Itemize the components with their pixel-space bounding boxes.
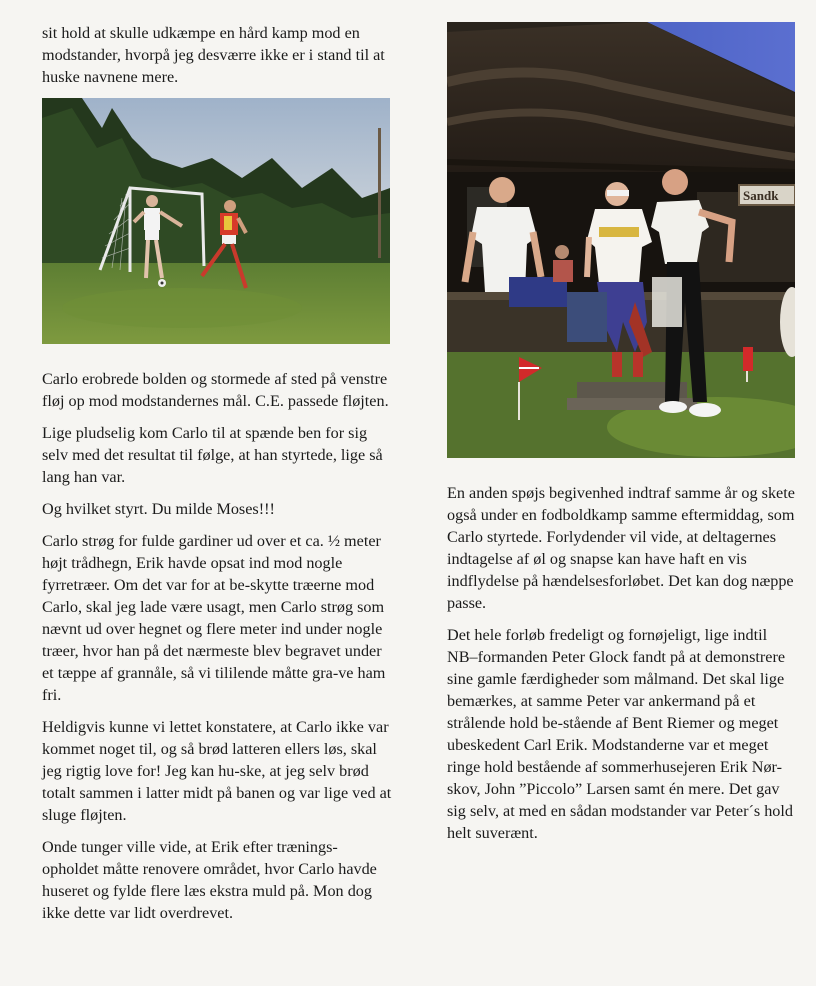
left-column: [42, 22, 392, 934]
paragraph: sit hold at skulle udkæmpe en hård kamp mod en modstander, hvorpå jeg desværre ikke er i stand til at huske navnene mere.: [42, 24, 385, 86]
paragraph: Og hvilket styrt. Du milde Moses!!!: [42, 500, 275, 518]
football-photo: [42, 98, 390, 344]
clubhouse-sign-text: Sandk: [743, 188, 779, 203]
paragraph: En anden spøjs begivenhed indtraf samme år og skete også under en fodboldkamp samme eftermiddag, som Carlo styrtede. Forlydender vil vide, at deltagernes indtagelse af øl og snapse kan have haft en vis indflydelse på hændelsesforløbet. Det kan dog næppe passe.: [447, 484, 795, 612]
right-column: [447, 22, 795, 854]
paragraph: Onde tunger ville vide, at Erik efter trænings-opholdet måtte renovere området, hvor Carlo havde huseret og fylde flere læs ekstra muld på. Mon dog ikke dette var lidt overdrevet.: [42, 838, 377, 922]
paragraph: Lige pludselig kom Carlo til at spænde ben for sig selv med det resultat til følge, at han styrtede, lige så lang han var.: [42, 424, 383, 486]
clubhouse-photo: [447, 22, 795, 458]
paragraph: Det hele forløb fredeligt og fornøjeligt, lige indtil NB–formanden Peter Glock fandt på at demonstrere sine gamle færdigheder som målmand. Det skal lige bemærkes, at samme Peter var ankermand på et strålende hold be-stående af Bent Riemer og meget ubeskedent Carl Erik. Modstanderne var et meget ringe hold bestående af sommerhusejeren Erik Nør-skov, John ”Piccolo” Larsen samt én mere. Det gav sig selv, at med en sådan modstander var Peter´s hold helt suverænt.: [447, 626, 793, 842]
paragraph: Carlo erobrede bolden og stormede af sted på venstre fløj op mod modstandernes mål. C.E. passede fløjten.: [42, 370, 389, 410]
paragraph: Heldigvis kunne vi lettet konstatere, at Carlo ikke var kommet noget til, og så brød latteren ellers løs, skal jeg rigtig love for! Jeg kan hu-ske, at jeg selv brød totalt sammen i latter midt på banen og var lige ved at sluge fløjten.: [42, 718, 392, 824]
paragraph: Carlo strøg for fulde gardiner ud over et ca. ½ meter højt trådhegn, Erik havde opsat ind mod nogle fyrretræer. Om det var for at be-skytte træerne mod Carlo, skal jeg lade være usagt, men Carlo strøg som nævnt ud over hegnet og flere meter ind under nogle træer, hvor han på det nærmeste blev begravet under et tæppe af grannåle, så vi tililende måtte gra-ve ham fri.: [42, 532, 386, 704]
